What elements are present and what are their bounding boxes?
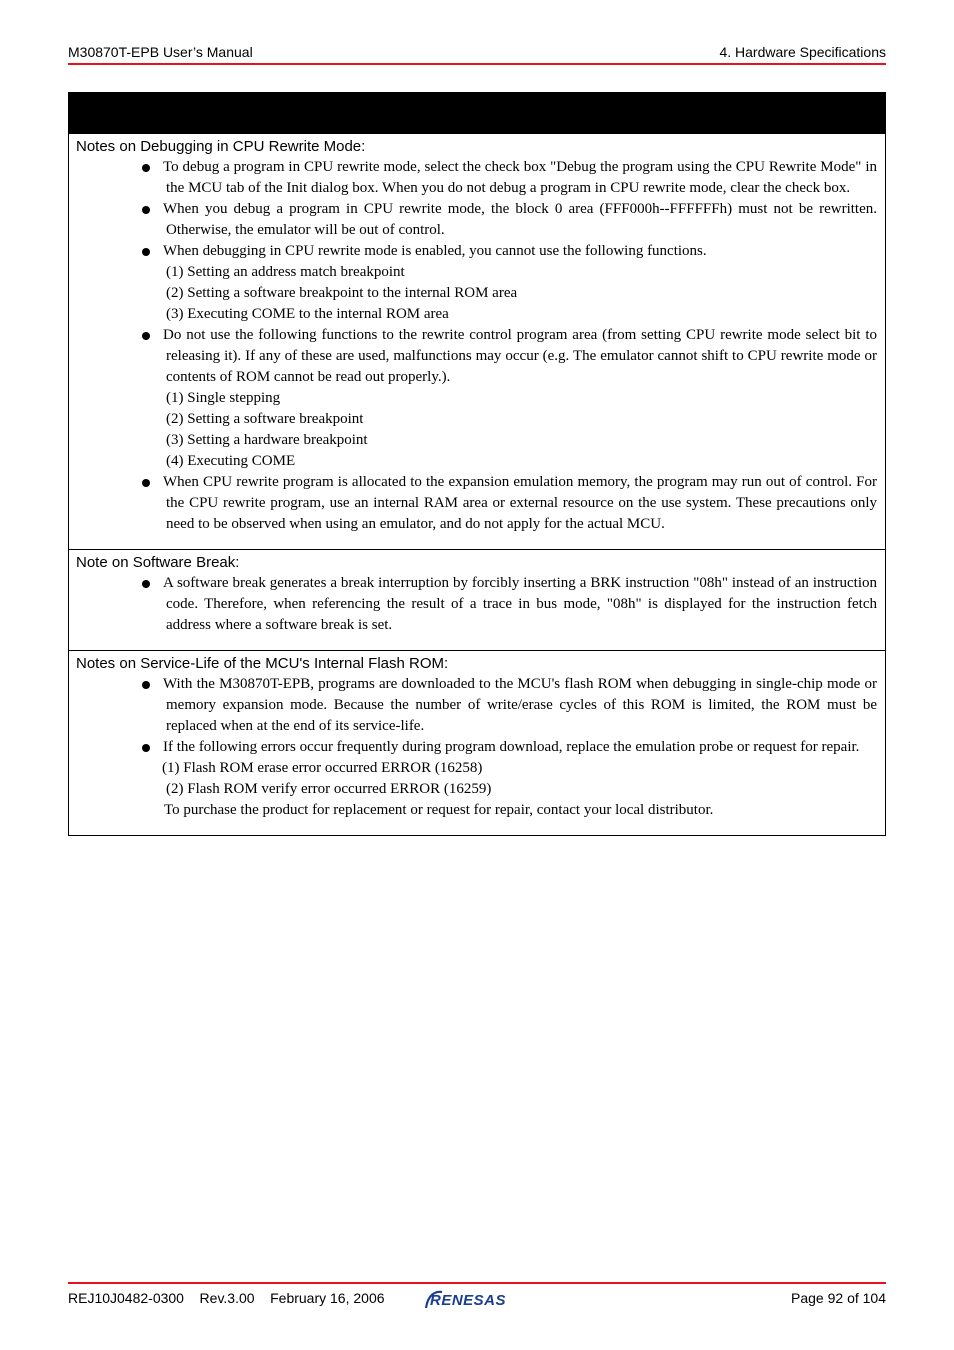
page-footer xyxy=(68,1290,886,1310)
chapter-title: 4. Hardware Specifications xyxy=(719,44,886,60)
section-title: Notes on Service-Life of the MCU's Internal Flash ROM: xyxy=(76,655,449,672)
section-title: Notes on Debugging in CPU Rewrite Mode: xyxy=(76,138,366,155)
bullet-item: With the M30870T-EPB, programs are downloaded to the MCU's flash ROM when debugging in single-chip mode or memory expansion mode. Because the number of write/erase cycles of this ROM is limited, the ROM must be replaced when at the end of its service-life. xyxy=(76,674,877,737)
bullet-icon xyxy=(142,164,150,172)
logo-text: RENESAS xyxy=(430,1292,507,1309)
sub-item: (1) Flash ROM erase error occurred ERROR (16258) xyxy=(162,760,483,776)
sub-item: (2) Setting a software breakpoint xyxy=(166,411,364,427)
section-title: Note on Software Break: xyxy=(76,554,240,571)
bullet-icon xyxy=(142,479,150,487)
header-rule xyxy=(68,63,886,65)
sub-item: (2) Flash ROM verify error occurred ERROR (16259) xyxy=(166,781,492,797)
bullet-icon xyxy=(142,332,150,340)
manual-title: M30870T-EPB User’s Manual xyxy=(68,44,253,60)
section-cpu-rewrite xyxy=(69,134,885,549)
closing-note: To purchase the product for replacement or request for repair, contact your local distributor. xyxy=(164,802,714,818)
renesas-logo xyxy=(422,1288,534,1310)
page-number: Page 92 of 104 xyxy=(791,1290,886,1306)
footer-rule xyxy=(68,1282,886,1284)
bullet-item: A software break generates a break interruption by forcibly inserting a BRK instruction "08h" instead of an instruction code. Therefore, when referencing the result of a trace in bus mode, "08h" is displayed for the instruction fetch address where a software break is set. xyxy=(76,573,877,636)
date: February 16, 2006 xyxy=(270,1290,385,1306)
bullet-item: To debug a program in CPU rewrite mode, select the check box "Debug the program using the CPU Rewrite Mode" in the MCU tab of the Init dialog box. When you do not debug a program in CPU rewrite mode, clear the check box. xyxy=(76,157,877,199)
doc-id: REJ10J0482-0300 xyxy=(68,1290,184,1306)
bullet-item: If the following errors occur frequently during program download, replace the emulation probe or request for repair. xyxy=(76,737,877,758)
bullet-item: When CPU rewrite program is allocated to the expansion emulation memory, the program may run out of control. For the CPU rewrite program, use an internal RAM area or external resource on the use system. These precautions only need to be observed when using an emulator, and do not apply for the actual MCU. xyxy=(76,472,877,535)
sub-item: (1) Single stepping xyxy=(166,390,281,406)
bullet-item: Do not use the following functions to the rewrite control program area (from setting CPU rewrite mode select bit to releasing it). If any of these are used, malfunctions may occur (e.g. The emulator cannot shift to CPU rewrite mode or contents of ROM cannot be read out properly.). xyxy=(76,325,877,388)
bullet-item: When you debug a program in CPU rewrite mode, the block 0 area (FFF000h--FFFFFFh) must not be rewritten. Otherwise, the emulator will be out of control. xyxy=(76,199,877,241)
bullet-icon xyxy=(142,580,150,588)
caution-bar xyxy=(68,92,886,133)
bullet-icon xyxy=(142,206,150,214)
sub-item: (2) Setting a software breakpoint to the internal ROM area xyxy=(166,285,518,301)
sub-item: (1) Setting an address match breakpoint xyxy=(166,264,405,280)
section-flash-rom-life xyxy=(69,650,885,835)
bullet-icon xyxy=(142,681,150,689)
revision: Rev.3.00 xyxy=(199,1290,255,1306)
bullet-icon xyxy=(142,744,150,752)
bullet-icon xyxy=(142,248,150,256)
sub-item: (3) Executing COME to the internal ROM area xyxy=(166,306,449,322)
notes-box xyxy=(68,133,886,836)
page-header xyxy=(68,44,886,62)
sub-item: (4) Executing COME xyxy=(166,453,296,469)
section-software-break xyxy=(69,549,885,650)
bullet-item: When debugging in CPU rewrite mode is enabled, you cannot use the following functions. xyxy=(76,241,877,262)
doc-info xyxy=(68,1290,385,1306)
sub-item: (3) Setting a hardware breakpoint xyxy=(166,432,368,448)
